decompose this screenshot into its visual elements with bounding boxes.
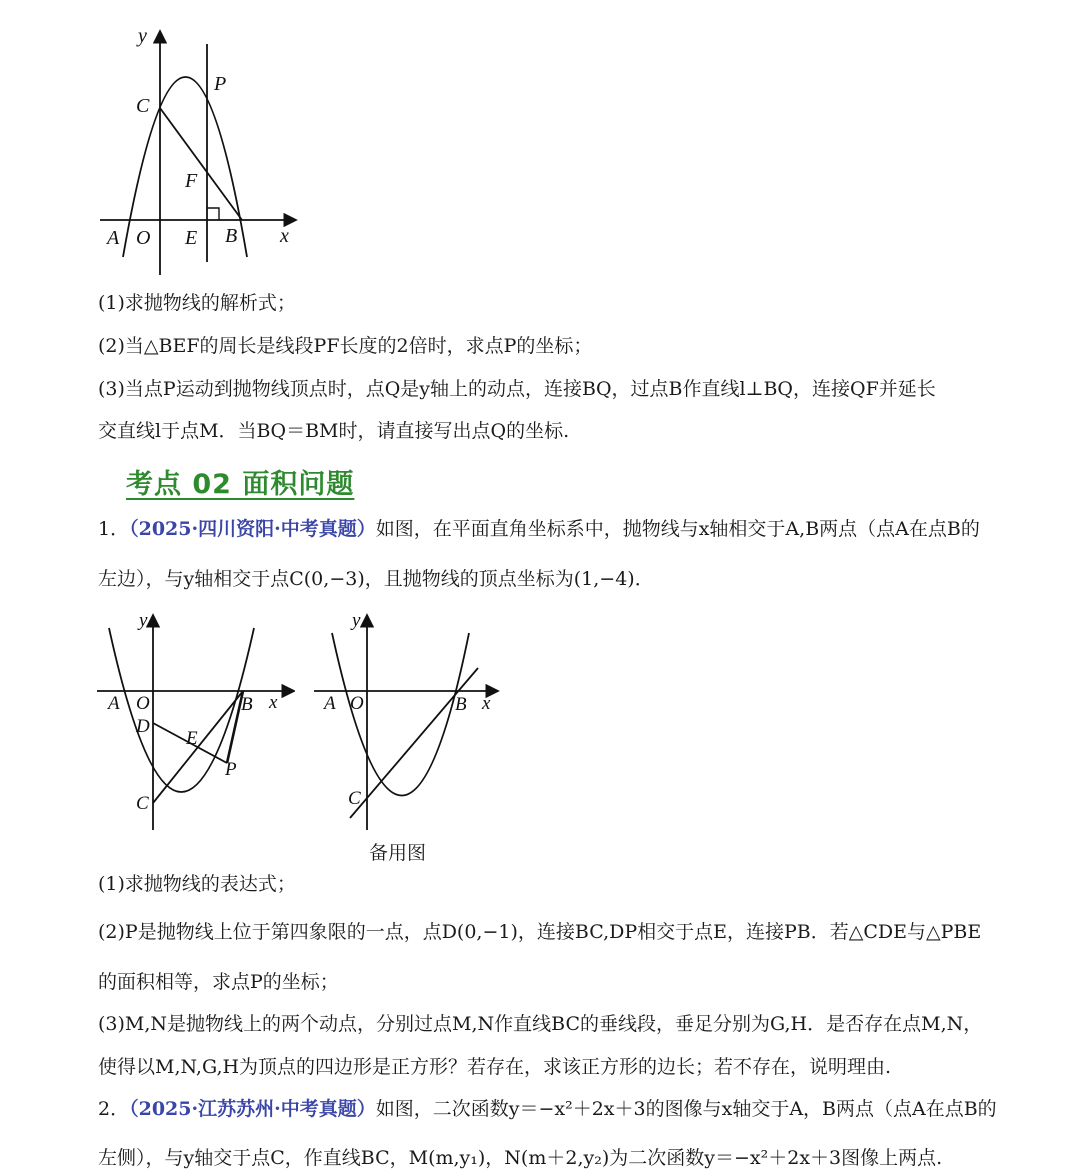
label-x: x (280, 225, 289, 247)
section-heading: 考点 02 面积问题 (126, 469, 355, 500)
backup-figure-caption: 备用图 (369, 842, 427, 864)
label-o: O (136, 227, 151, 249)
problem2-line2: 左侧），与y轴交于点C，作直线BC，M(m,y₁)，N(m＋2,y₂)为二次函数y＝−x²＋2x＋3图像上两点. (98, 1147, 943, 1169)
label-x: x (269, 692, 278, 713)
label-y: y (139, 610, 148, 631)
label-a: A (107, 227, 120, 249)
label-y: y (352, 610, 361, 631)
label-f: F (185, 170, 198, 192)
label-x: x (482, 693, 491, 714)
problem1-text-1: 如图，在平面直角坐标系中，抛物线与x轴相交于A,B两点（点A在点B的 (375, 518, 980, 540)
label-b: B (455, 694, 467, 715)
problem1-question-3-line2: 使得以M,N,G,H为顶点的四边形是正方形？若存在，求该正方形的边长；若不存在，说明理由. (98, 1056, 892, 1078)
label-c: C (136, 793, 149, 814)
label-o: O (136, 693, 150, 714)
label-a: A (324, 693, 336, 714)
label-p: P (214, 73, 227, 95)
figure-parabola-left (95, 608, 295, 833)
question-top-2: (2)当△BEF的周长是线段PF长度的2倍时，求点P的坐标； (98, 335, 593, 357)
parabola-curve (332, 633, 469, 796)
right-angle-mark (207, 208, 219, 220)
problem2-source[interactable]: （2025·江苏苏州·中考真题） (129, 1098, 376, 1120)
label-y: y (138, 25, 147, 47)
label-c: C (136, 95, 150, 117)
label-d: D (136, 716, 150, 737)
label-b: B (225, 225, 238, 247)
question-top-3-line2: 交直线l于点M．当BQ＝BM时，请直接写出点Q的坐标. (98, 420, 570, 442)
problem1-question-2-line2: 的面积相等，求点P的坐标； (98, 971, 339, 993)
problem2-text-1: 如图，二次函数y＝−x²＋2x＋3的图像与x轴交于A，B两点（点A在点B的 (375, 1098, 997, 1120)
problem2-line1 (98, 1096, 997, 1122)
problem1-line2: 左边），与y轴相交于点C(0,−3)，且抛物线的顶点坐标为(1,−4)． (98, 568, 654, 590)
problem2-number: 2． (98, 1098, 130, 1120)
question-top-3-line1: (3)当点P运动到抛物线顶点时，点Q是y轴上的动点，连接BQ，过点B作直线l⊥BQ，连接QF并延长 (98, 378, 936, 400)
figure-parabola-top (90, 22, 310, 282)
figure-parabola-right (312, 608, 512, 833)
problem1-question-1: (1)求抛物线的表达式； (98, 873, 296, 895)
label-o: O (350, 693, 364, 714)
label-p: P (225, 759, 237, 780)
label-e: E (185, 227, 198, 249)
question-top-1: (1)求抛物线的解析式； (98, 292, 296, 314)
label-b: B (241, 694, 253, 715)
problem1-number: 1． (98, 518, 130, 540)
segment-cb (160, 108, 242, 220)
label-e: E (186, 728, 198, 749)
problem1-question-3-line1: (3)M,N是抛物线上的两个动点，分别过点M,N作直线BC的垂线段，垂足分别为G,H．是否存在点M,N， (98, 1013, 983, 1035)
problem1-line1 (98, 516, 980, 542)
problem1-question-2-line1: (2)P是抛物线上位于第四象限的一点，点D(0,−1)，连接BC,DP相交于点E，连接PB．若△CDE与△PBE (98, 921, 982, 943)
label-a: A (108, 693, 120, 714)
problem1-source[interactable]: （2025·四川资阳·中考真题） (129, 518, 376, 540)
label-c: C (348, 788, 361, 809)
